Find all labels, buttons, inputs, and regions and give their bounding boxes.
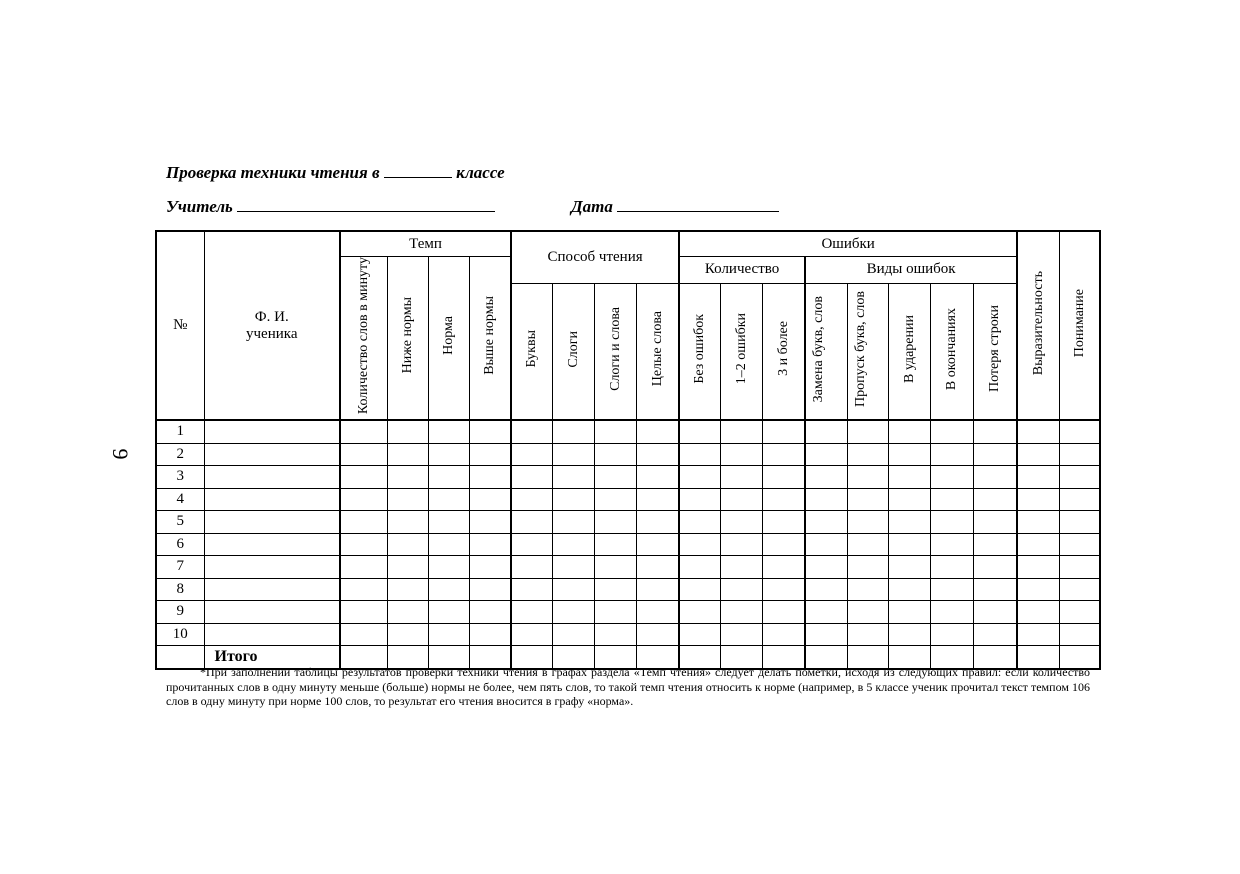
table-cell[interactable] [340,601,387,624]
table-cell[interactable] [552,601,594,624]
table-cell[interactable] [1017,556,1059,579]
table-cell[interactable] [552,556,594,579]
table-cell[interactable] [511,488,552,511]
table-cell[interactable] [594,511,636,534]
table-cell[interactable] [594,556,636,579]
table-cell[interactable] [762,511,805,534]
student-name-cell[interactable] [204,623,340,646]
table-cell[interactable] [387,466,428,489]
table-cell[interactable] [594,443,636,466]
table-cell[interactable] [469,578,511,601]
method-col-label: Буквы [524,330,540,368]
table-cell[interactable] [720,533,762,556]
table-cell[interactable] [594,420,636,443]
table-cell[interactable] [469,488,511,511]
table-cell[interactable] [636,420,679,443]
table-cell[interactable] [762,601,805,624]
footnote-text: *При заполнении таблицы результатов проверки техники чтения в графах раздела «Темп чтения» следует делать пометки, исходя из следующих правил: если количество прочитанных слов в одну минуту меньше (больше) нормы не более, чем пять слов, то такой темп чтения относить к норме (например, в 5 классе ученик прочитал текст темпом 106 слов в одну минуту при норме 100 слов, то результат его чтения вносится в графу «норма». [166,665,1090,708]
method-col-header [552,283,594,420]
table-cell[interactable] [1059,601,1100,624]
table-cell[interactable] [387,623,428,646]
row-number: 9 [156,601,204,624]
table-cell[interactable] [805,420,847,443]
tempo-col-label: Ниже нормы [400,297,415,374]
table-cell[interactable] [636,488,679,511]
table-cell[interactable] [930,511,973,534]
total-label: Итого [204,646,340,669]
errors-type-col-label: В ударении [901,314,917,383]
table-cell[interactable] [805,511,847,534]
title-suffix: классе [456,163,505,182]
table-cell[interactable] [679,556,720,579]
table-cell[interactable] [720,488,762,511]
table-cell[interactable] [888,533,930,556]
table-cell[interactable] [888,601,930,624]
table-cell[interactable] [428,420,469,443]
table-cell[interactable] [387,601,428,624]
errors-type-col-header [805,283,847,420]
errors-type-col-label: Потеря строки [987,305,1003,393]
method-col-header [511,283,552,420]
table-row [156,556,1100,579]
col-name-line2: ученика [246,325,298,342]
table-cell[interactable] [511,533,552,556]
table-cell[interactable] [762,578,805,601]
row-number: 4 [156,488,204,511]
errors-type-col-header [888,283,930,420]
student-name-cell[interactable] [204,556,340,579]
table-cell[interactable] [888,420,930,443]
table-cell[interactable] [469,623,511,646]
table-row [156,623,1100,646]
table-cell[interactable] [762,533,805,556]
table-cell[interactable] [1017,578,1059,601]
table-cell[interactable] [1059,466,1100,489]
table-cell[interactable] [428,488,469,511]
table-cell[interactable] [888,466,930,489]
table-cell[interactable] [973,511,1017,534]
page-number: 9 [108,448,133,460]
table-cell[interactable] [973,601,1017,624]
table-cell[interactable] [679,488,720,511]
table-cell[interactable] [1017,443,1059,466]
form-title [166,163,505,183]
table-cell[interactable] [552,578,594,601]
title-prefix: Проверка техники чтения в [166,163,380,182]
table-cell[interactable] [805,533,847,556]
table-cell[interactable] [469,466,511,489]
errors-types-header: Виды ошибок [805,257,1017,284]
table-cell[interactable] [428,466,469,489]
table-cell[interactable] [387,556,428,579]
table-cell[interactable] [1017,511,1059,534]
table-cell[interactable] [511,443,552,466]
group-tempo-header: Темп [340,231,511,257]
table-cell[interactable] [973,623,1017,646]
col-understanding-header [1059,231,1100,420]
method-col-header [594,283,636,420]
reading-check-table [155,230,1101,670]
table-cell[interactable] [847,511,888,534]
table-cell[interactable] [469,443,511,466]
table-cell[interactable] [636,601,679,624]
table-cell[interactable] [805,488,847,511]
footnote [166,665,1090,709]
table-cell[interactable] [847,578,888,601]
table-cell[interactable] [511,511,552,534]
table-cell[interactable] [469,511,511,534]
table-cell[interactable] [552,466,594,489]
table-cell[interactable] [930,578,973,601]
student-name-cell[interactable] [204,443,340,466]
errors-type-col-label: В окончаниях [944,307,960,390]
tempo-col-label: Норма [441,316,456,355]
table-cell[interactable] [762,556,805,579]
tempo-col-label: Количество слов в минуту [356,257,372,415]
table-row [156,578,1100,601]
table-cell[interactable] [930,466,973,489]
table-cell[interactable] [930,443,973,466]
table-cell[interactable] [387,533,428,556]
table-cell[interactable] [847,556,888,579]
table-cell[interactable] [720,623,762,646]
errors-type-col-header [847,283,888,420]
table-cell[interactable] [762,443,805,466]
errors-count-col-label: Без ошибок [692,314,708,384]
table-cell[interactable] [762,488,805,511]
table-cell[interactable] [679,601,720,624]
table-cell[interactable] [594,578,636,601]
table-cell[interactable] [805,601,847,624]
row-number: 5 [156,511,204,534]
student-name-cell[interactable] [204,533,340,556]
table-cell[interactable] [1059,488,1100,511]
table-cell[interactable] [888,623,930,646]
table-cell[interactable] [762,466,805,489]
table-cell[interactable] [469,533,511,556]
table-cell[interactable] [636,533,679,556]
col-name-line1: Ф. И. [254,308,289,325]
table-cell[interactable] [720,420,762,443]
teacher-blank[interactable] [237,197,495,212]
col-expressiveness-label: Выразительность [1030,270,1046,376]
table-cell[interactable] [679,578,720,601]
row-number: 6 [156,533,204,556]
table-cell[interactable] [847,466,888,489]
table-cell[interactable] [340,623,387,646]
table-cell[interactable] [1017,601,1059,624]
table-cell[interactable] [1059,420,1100,443]
table-cell[interactable] [805,623,847,646]
row-number: 1 [156,420,204,443]
table-cell[interactable] [1017,623,1059,646]
table-cell[interactable] [594,488,636,511]
group-errors-header: Ошибки [679,231,1017,257]
table-cell[interactable] [511,578,552,601]
table-cell[interactable] [847,533,888,556]
table-cell[interactable] [594,623,636,646]
method-col-label: Слоги [565,330,581,368]
table-cell[interactable] [1059,578,1100,601]
table-cell[interactable] [340,556,387,579]
student-name-cell[interactable] [204,420,340,443]
table-cell[interactable] [1059,443,1100,466]
table-cell[interactable] [720,556,762,579]
date-label: Дата [571,197,613,216]
table-cell[interactable] [636,466,679,489]
errors-type-col-label: Пропуск букв, слов [852,290,868,407]
class-blank[interactable] [384,163,452,178]
tempo-col-header [340,257,387,421]
table-cell[interactable] [679,533,720,556]
table-cell[interactable] [636,556,679,579]
errors-count-header: Количество [679,257,805,284]
row-number: 3 [156,466,204,489]
table-cell[interactable] [636,623,679,646]
col-understanding-label: Понимание [1071,288,1087,358]
table-cell[interactable] [1017,488,1059,511]
tempo-col-label: Выше нормы [482,296,498,375]
table-cell[interactable] [1059,623,1100,646]
table-cell[interactable] [847,623,888,646]
table-cell[interactable] [805,466,847,489]
table-cell[interactable] [930,488,973,511]
table-cell[interactable] [636,578,679,601]
table-cell[interactable] [973,420,1017,443]
tempo-col-header [469,257,511,421]
table-cell[interactable] [930,601,973,624]
table-cell[interactable] [1017,533,1059,556]
table-cell[interactable] [930,623,973,646]
table-cell[interactable] [888,556,930,579]
errors-count-col-label: 3 и более [775,321,791,377]
table-cell[interactable] [511,623,552,646]
errors-type-col-label: Замена букв, слов [811,295,827,403]
teacher-label: Учитель [166,197,233,216]
table-cell[interactable] [511,420,552,443]
table-cell[interactable] [340,533,387,556]
table-cell[interactable] [930,533,973,556]
table-cell[interactable] [428,578,469,601]
table-cell[interactable] [552,488,594,511]
table-cell[interactable] [679,466,720,489]
table-cell[interactable] [552,443,594,466]
errors-count-col-header [720,283,762,420]
table-row [156,488,1100,511]
table-cell[interactable] [552,623,594,646]
table-cell[interactable] [511,601,552,624]
student-name-cell[interactable] [204,488,340,511]
table-cell[interactable] [469,420,511,443]
table-cell[interactable] [340,578,387,601]
table-cell[interactable] [387,578,428,601]
table-cell[interactable] [720,511,762,534]
table-cell[interactable] [428,443,469,466]
table-cell[interactable] [1017,420,1059,443]
table-cell[interactable] [720,466,762,489]
table-cell[interactable] [428,601,469,624]
table-cell[interactable] [847,488,888,511]
table-cell[interactable] [340,443,387,466]
table-cell[interactable] [340,511,387,534]
table-cell[interactable] [679,511,720,534]
table-cell[interactable] [847,443,888,466]
table-cell[interactable] [469,556,511,579]
col-name-header [204,231,340,420]
table-cell[interactable] [1017,466,1059,489]
teacher-field [166,197,495,217]
col-number-header: № [156,231,204,420]
table-cell[interactable] [805,578,847,601]
table-cell[interactable] [552,511,594,534]
table-cell[interactable] [973,533,1017,556]
table-row [156,601,1100,624]
table-cell[interactable] [762,623,805,646]
table-cell[interactable] [973,556,1017,579]
table-cell[interactable] [340,466,387,489]
table-cell[interactable] [1059,533,1100,556]
table-body [156,420,1100,669]
table-cell[interactable] [469,601,511,624]
row-number: 2 [156,443,204,466]
table-cell[interactable] [888,488,930,511]
student-name-cell[interactable] [204,578,340,601]
table-cell[interactable] [679,420,720,443]
table-cell[interactable] [679,623,720,646]
table-cell[interactable] [720,443,762,466]
row-number: 10 [156,623,204,646]
errors-count-col-label: 1–2 ошибки [733,313,749,385]
table-cell[interactable] [340,488,387,511]
table-cell[interactable] [930,556,973,579]
table-cell[interactable] [511,556,552,579]
table-row [156,443,1100,466]
errors-type-col-header [930,283,973,420]
errors-type-col-header [973,283,1017,420]
row-number: 8 [156,578,204,601]
table-cell[interactable] [720,601,762,624]
table-cell[interactable] [428,623,469,646]
method-col-label: Целые слова [649,311,665,387]
table-cell[interactable] [428,511,469,534]
table-cell[interactable] [973,578,1017,601]
table-cell[interactable] [888,511,930,534]
table-cell[interactable] [805,443,847,466]
table-cell[interactable] [511,466,552,489]
table-cell[interactable] [847,601,888,624]
date-blank[interactable] [617,197,779,212]
table-cell[interactable] [973,488,1017,511]
table-cell[interactable] [679,443,720,466]
group-method-header: Способ чтения [511,231,679,283]
table-cell[interactable] [594,466,636,489]
date-field [571,197,779,217]
table-cell[interactable] [636,443,679,466]
errors-count-col-header [762,283,805,420]
table-row [156,420,1100,443]
tempo-col-header [387,257,428,421]
col-expressiveness-header [1017,231,1059,420]
table-cell[interactable] [594,533,636,556]
table-cell[interactable] [1059,511,1100,534]
table-cell[interactable] [387,488,428,511]
table-cell[interactable] [930,420,973,443]
table-row [156,466,1100,489]
table-cell[interactable] [340,420,387,443]
table-cell[interactable] [973,466,1017,489]
table-cell[interactable] [888,443,930,466]
tempo-col-header [428,257,469,421]
table-cell[interactable] [720,578,762,601]
table-cell[interactable] [428,533,469,556]
table-cell[interactable] [428,556,469,579]
student-name-cell[interactable] [204,466,340,489]
errors-count-col-header [679,283,720,420]
table-cell[interactable] [888,578,930,601]
table-cell[interactable] [847,420,888,443]
table-cell[interactable] [387,511,428,534]
student-name-cell[interactable] [204,511,340,534]
table-cell[interactable] [1059,556,1100,579]
table-cell[interactable] [387,443,428,466]
method-col-header [636,283,679,420]
table-row [156,533,1100,556]
table-cell[interactable] [973,443,1017,466]
table-row [156,511,1100,534]
table-cell[interactable] [805,556,847,579]
row-number: 7 [156,556,204,579]
student-name-cell[interactable] [204,601,340,624]
table-cell[interactable] [552,533,594,556]
table-cell[interactable] [762,420,805,443]
table-cell[interactable] [552,420,594,443]
table-cell[interactable] [636,511,679,534]
table-cell[interactable] [387,420,428,443]
method-col-label: Слоги и слова [607,306,623,391]
table-cell[interactable] [594,601,636,624]
